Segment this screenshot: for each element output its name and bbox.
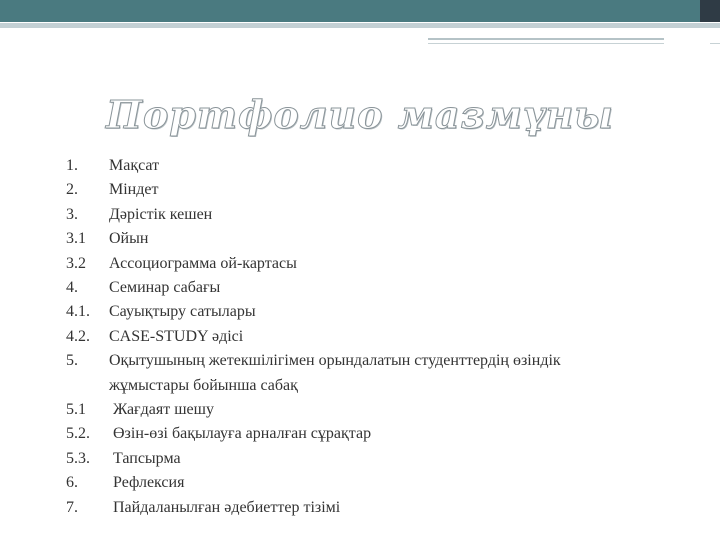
- item-number: 5.1: [66, 401, 86, 419]
- item-text: Семинар сабағы: [109, 279, 221, 297]
- item-text: Дәрістік кешен: [109, 205, 213, 223]
- item-text: Ассоциограмма ой-картасы: [109, 254, 297, 272]
- list-item: [66, 178, 561, 202]
- list-item: [66, 325, 561, 349]
- item-number: 5.3.: [66, 449, 90, 467]
- slide-title: Портфолио мазмұны: [106, 92, 614, 137]
- list-item: [66, 154, 561, 178]
- item-text: Өзін-өзі бақылауға арналған сұрақтар: [113, 425, 372, 443]
- list-item: [66, 447, 561, 471]
- item-number: 2.: [66, 181, 78, 199]
- list-item: [66, 300, 561, 324]
- list-item: [66, 398, 561, 422]
- item-text: Сауықтыру сатылары: [109, 303, 256, 321]
- item-number: 5.: [66, 352, 78, 370]
- item-number: 6.: [66, 474, 78, 492]
- item-text: Мақсат: [109, 157, 160, 174]
- item-number: 3.1: [66, 230, 86, 248]
- header-underline: [0, 23, 720, 28]
- header-bar: [0, 0, 700, 22]
- item-number: 3.2: [66, 254, 86, 272]
- list-item: [66, 496, 561, 520]
- list-item: [66, 276, 561, 300]
- item-number: 4.: [66, 279, 78, 297]
- decorative-rule: [428, 43, 664, 44]
- item-text-continued: жұмыстары бойынша сабақ: [109, 376, 298, 394]
- list-item: [66, 252, 561, 276]
- list-item: [66, 349, 561, 398]
- contents-list: [66, 154, 561, 520]
- list-item: [66, 471, 561, 495]
- item-number: 1.: [66, 157, 78, 174]
- header-bar-end: [700, 0, 720, 22]
- item-number: 3.: [66, 205, 78, 223]
- item-number: 5.2.: [66, 425, 90, 443]
- item-number: 4.1.: [66, 303, 90, 321]
- item-text: Жағдаят шешу: [113, 401, 214, 419]
- item-text: CASE-STUDY әдісі: [109, 327, 244, 345]
- list-item: [66, 227, 561, 251]
- item-text: Пайдаланылған әдебиеттер тізімі: [113, 498, 341, 516]
- list-item: [66, 203, 561, 227]
- item-text: Оқытушының жетекшілігімен орындалатын студенттердің өзіндік: [109, 352, 561, 370]
- item-text: Ойын: [109, 230, 149, 248]
- list-item: [66, 422, 561, 446]
- item-number: 4.2.: [66, 327, 90, 345]
- decorative-rule: [428, 38, 664, 40]
- item-number: 7.: [66, 498, 78, 516]
- item-text: Тапсырма: [113, 449, 181, 467]
- item-text: Рефлексия: [113, 474, 185, 492]
- item-text: Міндет: [109, 181, 159, 199]
- decorative-rule: [710, 43, 720, 44]
